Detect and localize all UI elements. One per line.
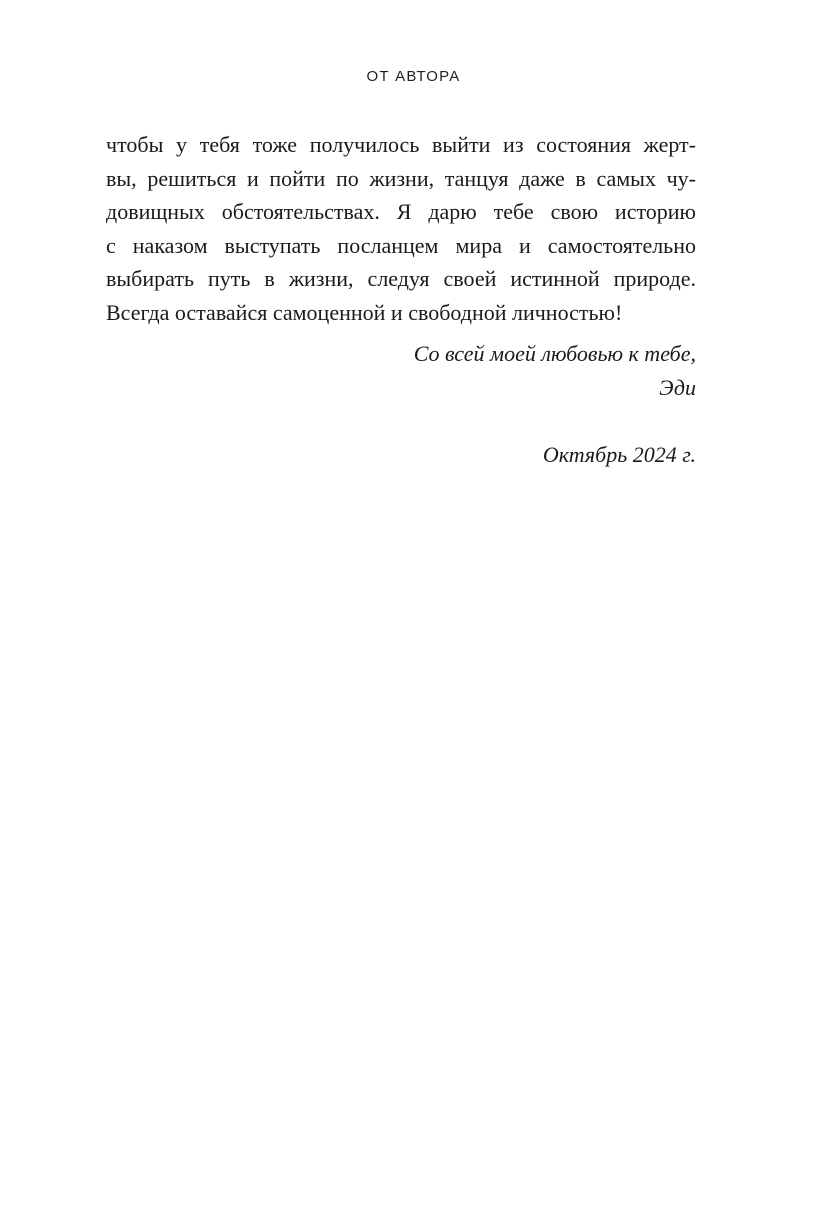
paragraph-line: Всегда оставайся самоценной и свободной личностью!: [106, 299, 623, 325]
signoff-author: Эди: [659, 374, 696, 400]
signoff: [414, 337, 696, 404]
running-head: ОТ АВТОРА: [366, 68, 461, 85]
paragraph-line: вы, решиться и пойти по жизни, танцуя даже в самых чу-: [106, 165, 696, 191]
paragraph-line: выбирать путь в жизни, следуя своей истинной природе.: [106, 266, 696, 292]
signoff-closing: Со всей моей любовью к тебе,: [413, 341, 696, 366]
paragraph-line: довищных обстоятельствах. Я дарю тебе свою историю: [106, 199, 696, 225]
paragraph-line: с наказом выступать посланцем мира и самостоятельно: [106, 232, 696, 258]
date-line: Октябрь 2024 г.: [542, 442, 696, 467]
paragraph-line: чтобы у тебя тоже получилось выйти из состояния жерт-: [106, 132, 696, 157]
body-paragraph: [106, 128, 696, 330]
